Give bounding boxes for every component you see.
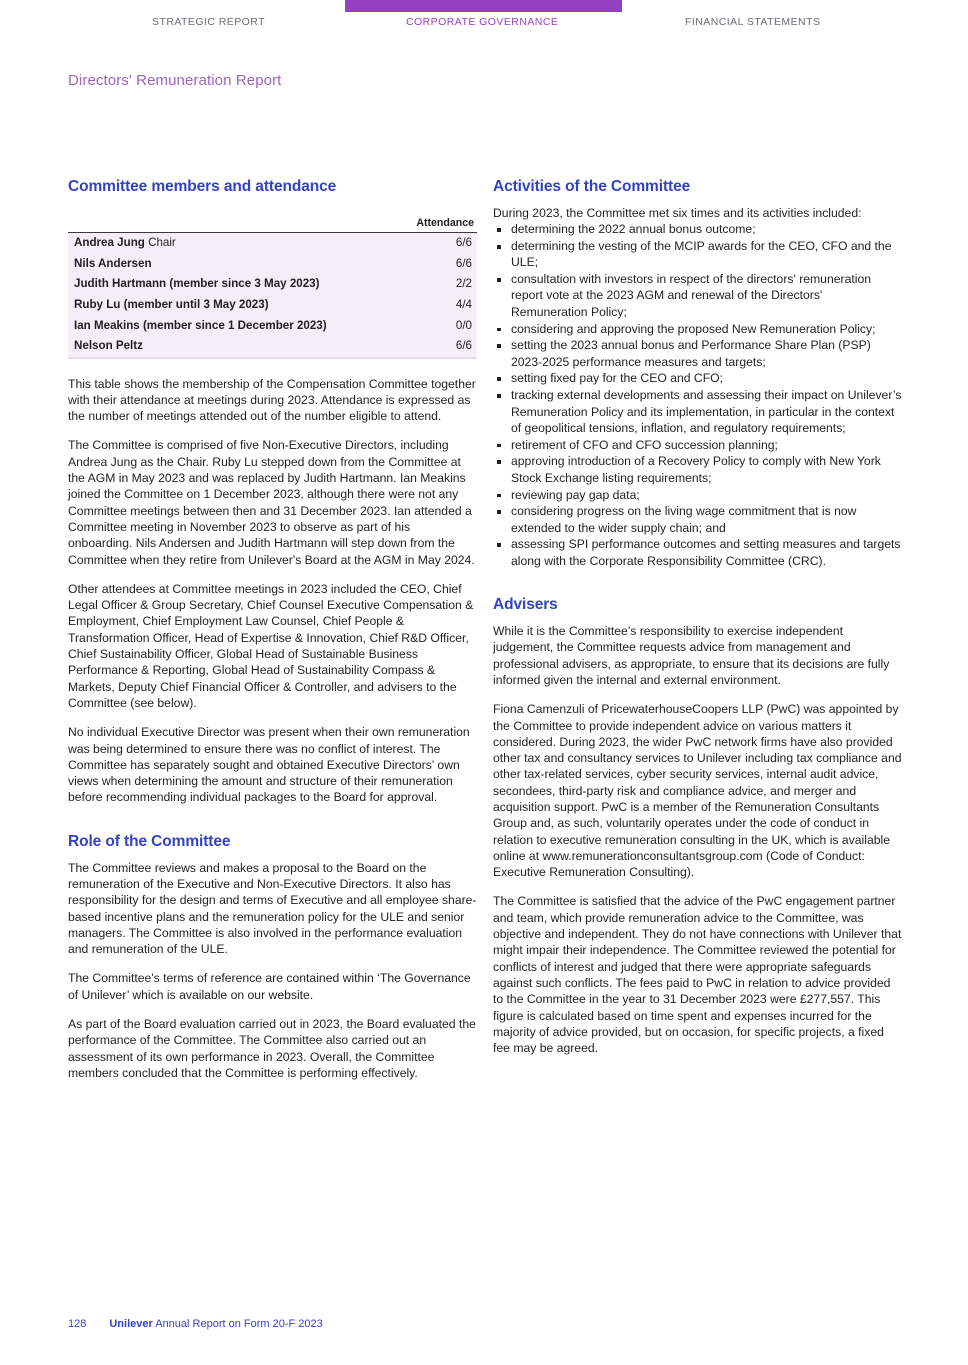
paragraph: While it is the Committee’s responsibility to exercise independent judgement, the Committee requests advice from management and professional advisers, as appropriate, to ensure that its decisions are fully informed given the internal and external environment. xyxy=(493,624,890,687)
attendance-table xyxy=(68,217,477,359)
page-number: 128 xyxy=(68,1318,87,1330)
table-row xyxy=(68,315,477,336)
list-item: determining the 2022 annual bonus outcome; xyxy=(493,221,902,237)
paragraph: Other attendees at Committee meetings in 2023 included the CEO, Chief Legal Officer & Group Secretary, Chief Counsel Executive Compensation & Employment, Chief Employment Law Counsel, Chief People & Transformation Officer, Head of Expertise & Innovation, Chief R&D Officer, Chief Sustainability Officer, Global Head of Sustainable Business Performance & Reporting, Global Head of Sustainability Compass & Markets, Deputy Chief Financial Officer & Controller, and advisers to the Committee (see below). xyxy=(68,581,474,710)
advisers-heading: Advisers xyxy=(493,596,558,614)
table-header-row xyxy=(68,217,477,233)
paragraph: The Committee is satisfied that the advice of the PwC engagement partner and team, which provide remuneration advice to the Committee, was objective and independent. They do not have connections with Unilever that might impair their independence. The Committee reviewed the potential for conflicts of interest and judged that there were appropriate safeguards against such conflicts. The fees paid to PwC in relation to advice provided to the Committee in the year to 31 December 2023 were £277,557. This figure is calculated based on time spent and expenses incurred for the majority of advice provided, but on occasion, for specific projects, a fixed fee may be agreed. xyxy=(493,894,902,1056)
column-header-member xyxy=(68,217,399,233)
table-row xyxy=(68,295,477,316)
attendance-table-body xyxy=(68,233,477,358)
paragraph: The Committee reviews and makes a proposal to the Board on the remuneration of the Executive and Non-Executive Directors. It also has responsibility for the design and terms of Executive and all employee share-based incentive plans and the remuneration policy for the ULE and senior managers. The Committee is also involved in the performance evaluation and remuneration of the ULE. xyxy=(68,860,477,957)
nav-item-strategic-report[interactable]: STRATEGIC REPORT xyxy=(152,16,265,28)
paragraph: As part of the Board evaluation carried out in 2023, the Board evaluated the performance of the Committee. The Committee also carried out an assessment of its own performance in 2023. Overall, the Committee members concluded that the Committee is performing effectively. xyxy=(68,1017,476,1080)
paragraph: This table shows the membership of the Compensation Committee together with their attendance at meetings during 2023. Attendance is expressed as the number of meetings attended out of the number eligible to attend. xyxy=(68,376,476,424)
activities-intro: During 2023, the Committee met six times and its activities included: xyxy=(493,206,862,220)
member-name: Judith Hartmann (member since 3 May 2023) xyxy=(74,277,320,291)
report-title: Annual Report on Form 20-F 2023 xyxy=(152,1318,323,1330)
member-name-cell xyxy=(68,336,399,358)
list-item: considering and approving the proposed New Remuneration Policy; xyxy=(493,321,902,337)
paragraph: No individual Executive Director was present when their own remuneration was being determined to ensure there was no conflict of interest. The Committee has separately sought and obtained Executive Directors’ own views when determining the amount and structure of their remuneration before recommending individual packages to the Board for approval. xyxy=(68,725,470,805)
member-name: Ruby Lu (member until 3 May 2023) xyxy=(74,298,269,312)
member-name: Andrea Jung xyxy=(74,236,145,250)
list-item: reviewing pay gap data; xyxy=(493,487,902,503)
table-row xyxy=(68,233,477,254)
activities-list xyxy=(493,221,902,569)
nav-item-financial-statements[interactable]: FINANCIAL STATEMENTS xyxy=(685,16,821,28)
list-item: consultation with investors in respect of the directors' remuneration report vote at the 2023 AGM and renewal of the Directors' Remuneration Policy; xyxy=(493,271,902,320)
table-row xyxy=(68,254,477,275)
running-head-title: Directors' Remuneration Report xyxy=(68,72,282,89)
attendance-value: 6/6 xyxy=(455,236,472,250)
top-navigation xyxy=(0,16,968,34)
list-item: determining the vesting of the MCIP awards for the CEO, CFO and the ULE; xyxy=(493,238,902,271)
paragraph: The Committee's terms of reference are contained within ‘The Governance of Unilever’ which is available on our website. xyxy=(68,971,471,1002)
attendance-value: 6/6 xyxy=(399,336,477,358)
attendance-value: 2/2 xyxy=(455,277,472,291)
brand-name: Unilever xyxy=(109,1318,153,1330)
page-footer xyxy=(68,1318,323,1330)
table-row xyxy=(68,336,477,358)
committee-members-heading: Committee members and attendance xyxy=(68,178,337,195)
column-header-attendance: Attendance xyxy=(399,217,477,233)
list-item: tracking external developments and assessing their impact on Unilever’s Remuneration Policy and its implementation, in particular in the context of geopolitical tensions, inflation, and regulatory requirements; xyxy=(493,387,902,436)
attendance-value: 4/4 xyxy=(455,298,472,312)
list-item: approving introduction of a Recovery Policy to comply with New York Stock Exchange listing requirements; xyxy=(493,453,902,486)
list-item: assessing SPI performance outcomes and setting measures and targets along with the Corporate Responsibility Committee (CRC). xyxy=(493,536,902,569)
active-tab-indicator-bar xyxy=(345,0,622,12)
paragraph: Fiona Camenzuli of PricewaterhouseCoopers LLP (PwC) was appointed by the Committee to provide independent advice on various matters it considered. During 2023, the wider PwC network firms have also provided other tax and consultancy services to Unilever including tax compliance and other tax-related services, cyber security services, internal audit advice, secondees, third-party risk and compliance advice, and merger and acquisition support. PwC is a member of the Remuneration Consultants Group and, as such, voluntarily operates under the code of conduct in relation to executive remuneration consulting in the UK, which is available online at www.remunerationconsultantsgroup.com (Code of Conduct: Executive Remuneration Consulting). xyxy=(493,702,902,880)
attendance-value: 0/0 xyxy=(455,318,472,332)
activities-heading: Activities of the Committee xyxy=(493,178,691,195)
list-item: retirement of CFO and CFO succession planning; xyxy=(493,437,902,453)
list-item: setting fixed pay for the CEO and CFO; xyxy=(493,370,902,386)
member-name-cell xyxy=(68,233,399,254)
nav-item-corporate-governance[interactable]: CORPORATE GOVERNANCE xyxy=(406,16,559,28)
member-name: Ian Meakins (member since 1 December 2023) xyxy=(74,318,327,332)
member-name-cell xyxy=(68,274,399,295)
list-item: setting the 2023 annual bonus and Performance Share Plan (PSP) 2023-2025 performance measures and targets; xyxy=(493,337,902,370)
paragraph: The Committee is comprised of five Non-Executive Directors, including Andrea Jung as the Chair. Ruby Lu stepped down from the Committee at the AGM in May 2023 and was replaced by Judith Hartmann. Ian Meakins joined the Committee on 1 December 2023, although there were not any Committee meetings between then and 31 December 2023. Ian attended a Committee meeting in November 2023 to observe as part of his onboarding. Nils Andersen and Judith Hartmann will step down from the Committee when they retire from Unilever's Board at the AGM in May 2024. xyxy=(68,438,475,567)
right-column xyxy=(493,178,902,1056)
member-name: Nelson Peltz xyxy=(74,339,143,353)
attendance-table-wrapper xyxy=(68,217,477,359)
table-row xyxy=(68,274,477,295)
list-item: considering progress on the living wage commitment that is now extended to the wider supply chain; and xyxy=(493,503,902,536)
role-of-the-committee-heading: Role of the Committee xyxy=(68,832,231,850)
member-name-cell xyxy=(68,315,399,336)
left-column xyxy=(68,178,477,1081)
member-name: Nils Andersen xyxy=(74,256,152,270)
attendance-value: 6/6 xyxy=(455,256,472,270)
member-name-cell xyxy=(68,254,399,275)
member-name-cell xyxy=(68,295,399,316)
member-role: Chair xyxy=(144,236,176,250)
